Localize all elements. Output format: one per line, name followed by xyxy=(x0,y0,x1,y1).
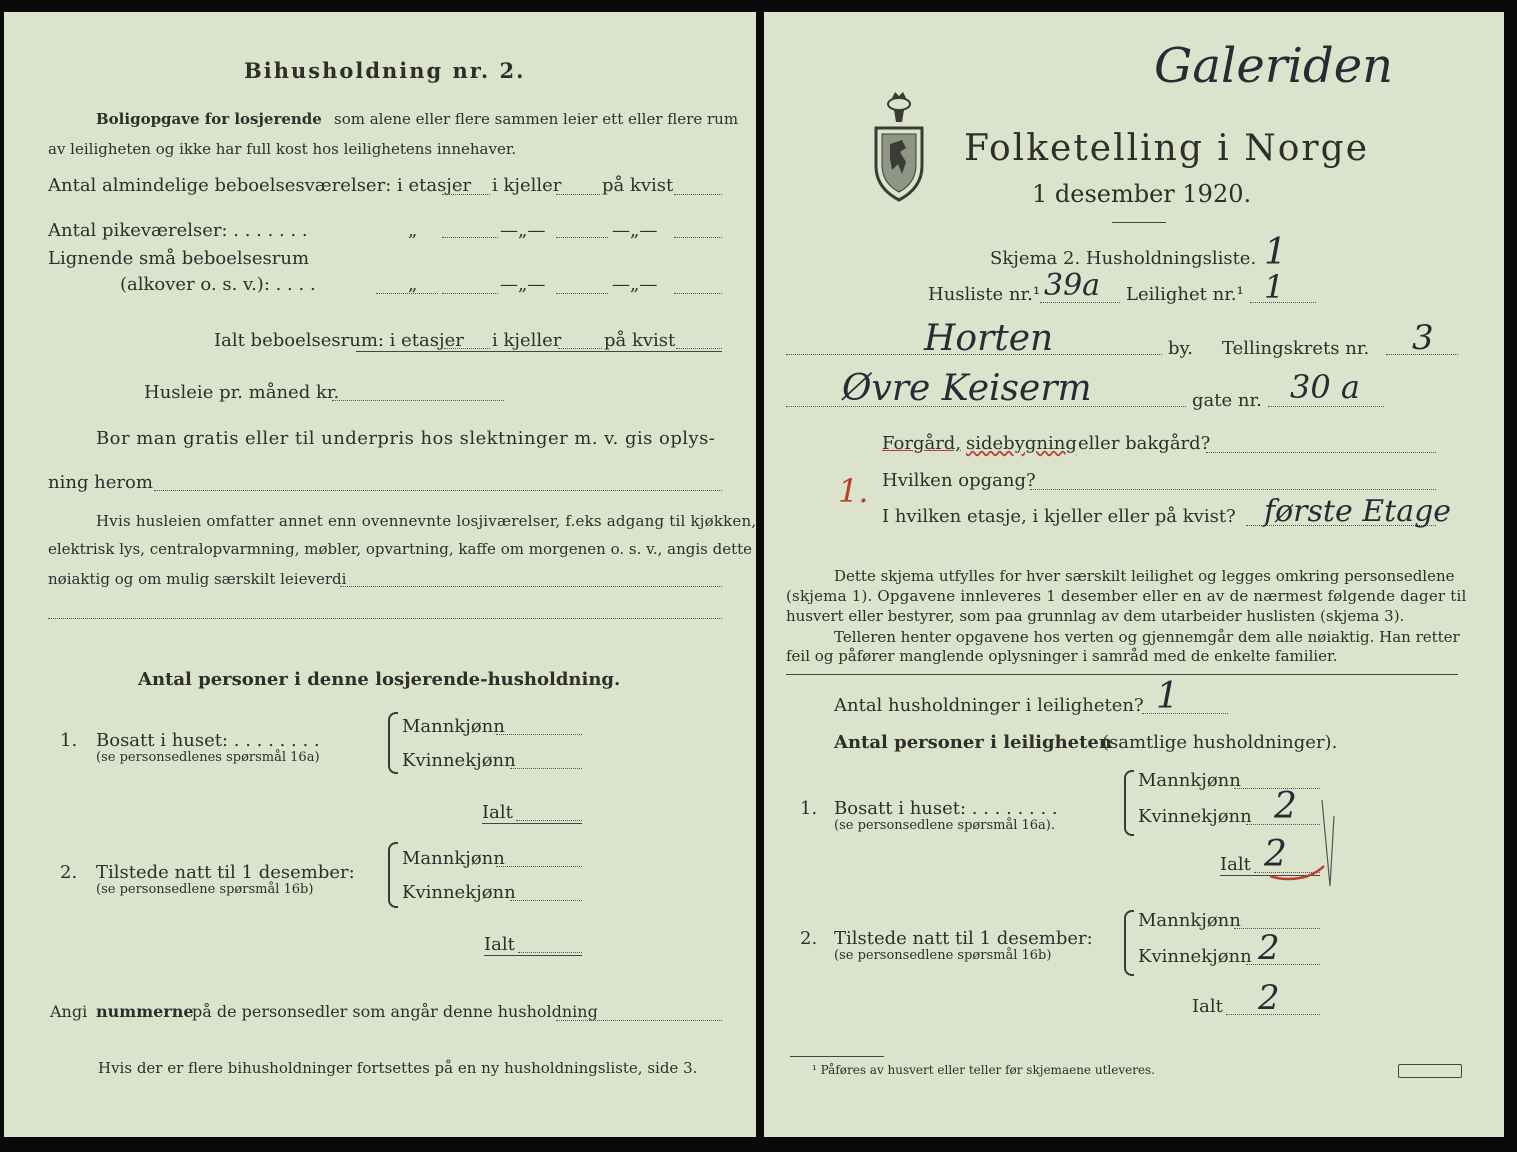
extra-field xyxy=(48,618,722,619)
info-line-1: Dette skjema utfylles for hver særskilt leilighet og legges omkring personsedlene xyxy=(834,567,1455,585)
r-q2-sub: (se personsedlene spørsmål 16b) xyxy=(834,948,1052,963)
left-footer: Hvis der er flere bihusholdninger fortsettes på en ny husholdningsliste, side 3. xyxy=(98,1059,698,1077)
q1-mann-field xyxy=(496,734,582,735)
printer-stamp-icon xyxy=(1398,1064,1462,1078)
opgang-label: Hvilken opgang? xyxy=(882,470,1036,491)
signature: Galeriden xyxy=(1154,38,1394,94)
angi-field xyxy=(556,1020,722,1021)
ialt-kjeller-label: i kjeller xyxy=(492,330,562,351)
rooms-kvist-field xyxy=(674,194,722,195)
rooms-etasjer-field xyxy=(442,194,490,195)
lignende-field-2 xyxy=(556,293,608,294)
intro-line-2: av leiligheten og ikke har full kost hos leilighetens innehaver. xyxy=(48,140,517,158)
q2-kvinne-label: Kvinnekjønn xyxy=(402,882,516,903)
opgang-mark: 1. xyxy=(838,472,869,510)
ialt-etasjer-field xyxy=(444,348,490,349)
lignende-label-1: Lignende små beboelsesrum xyxy=(48,248,310,269)
pike-dash-1: —„— xyxy=(500,220,546,241)
leieverdi-field xyxy=(340,586,722,587)
pike-dash-2: —„— xyxy=(612,220,658,241)
rooms-kjeller-label: i kjeller xyxy=(492,175,562,196)
pike-field-3 xyxy=(674,237,722,238)
r-q1-brace xyxy=(1124,770,1134,836)
antal-heading-rest: (samtlige husholdninger). xyxy=(1102,732,1338,753)
pike-field-1 xyxy=(442,237,498,238)
q2-ialt-field xyxy=(518,952,582,953)
husleie-field xyxy=(332,400,504,401)
gate-value: Øvre Keiserm xyxy=(842,368,1092,409)
forgard-label: Forgård, xyxy=(882,433,962,454)
q2-label: Tilstede natt til 1 desember: xyxy=(96,862,355,883)
rooms-kjeller-field xyxy=(556,194,600,195)
leilighet-value: 1 xyxy=(1264,268,1285,306)
husliste-label: Husliste nr.¹ xyxy=(928,284,1041,305)
q1-brace xyxy=(388,712,398,774)
sidebygning-label: sidebygning xyxy=(966,433,1077,454)
info-line-3: husvert eller bestyrer, som paa grunnlag av dem utarbeider huslisten (skjema 3). xyxy=(786,607,1405,625)
ialt-kvist-field xyxy=(676,348,722,349)
q1-kvinne-label: Kvinnekjønn xyxy=(402,750,516,771)
forgard-field xyxy=(1206,452,1436,453)
gratis-line-1: Bor man gratis eller til underpris hos slektninger m. v. gis oplys- xyxy=(96,428,716,449)
ialt-rooms-label: Ialt beboelsesrum: i etasjer xyxy=(214,330,464,351)
q2-ialt-label: Ialt xyxy=(484,934,515,955)
hvis-line-3: nøiaktig og om mulig særskilt leieverdi xyxy=(48,570,347,588)
husliste-value: 39a xyxy=(1044,268,1101,303)
angi-pre: Angi xyxy=(50,1002,88,1021)
antal-heading: Antal personer i denne losjerende-husholdning. xyxy=(138,669,621,690)
lignende-label-2: (alkover o. s. v.): . . . . xyxy=(120,274,316,295)
ialt-underline xyxy=(356,351,722,352)
footnote-rule xyxy=(790,1056,884,1057)
red-check-icon xyxy=(1268,862,1326,882)
gate-label: gate nr. xyxy=(1192,390,1262,411)
left-page xyxy=(4,12,756,1137)
r-q2-brace xyxy=(1124,910,1134,976)
r-q2-ialt-value: 2 xyxy=(1258,978,1280,1018)
krets-label: Tellingskrets nr. xyxy=(1222,338,1370,359)
r-q1-number: 1. xyxy=(800,798,818,819)
lignende-field-3 xyxy=(674,293,722,294)
info-divider xyxy=(786,674,1458,675)
leilighet-label: Leilighet nr.¹ xyxy=(1126,284,1244,305)
r-q2-ialt-label: Ialt xyxy=(1192,996,1223,1017)
r-q1-ialt-value: 2 xyxy=(1264,834,1287,875)
q1-sub: (se personsedlenes spørsmål 16a) xyxy=(96,750,320,765)
r-q1-mann-label: Mannkjønn xyxy=(1138,770,1241,791)
r-q1-kvinne-value: 2 xyxy=(1274,786,1297,827)
q1-ialt-underline xyxy=(482,823,582,824)
r-q1-label: Bosatt i huset: . . . . . . . . xyxy=(834,798,1058,819)
lignende-quote: „ xyxy=(408,274,418,295)
q2-mann-field xyxy=(496,866,582,867)
lignende-field-1 xyxy=(442,293,498,294)
ialt-kjeller-field xyxy=(558,348,602,349)
hush-field xyxy=(1142,713,1228,714)
q2-ialt-underline xyxy=(484,955,582,956)
rooms-label: Antal almindelige beboelsesværelser: i etasjer xyxy=(48,175,472,196)
lignende-field-0 xyxy=(376,293,438,294)
footnote-text: ¹ Påføres av husvert eller teller før skjemaene utleveres. xyxy=(812,1063,1156,1077)
q1-number: 1. xyxy=(60,730,78,751)
q2-brace xyxy=(388,842,398,908)
r-q2-mann-label: Mannkjønn xyxy=(1138,910,1241,931)
info-line-5: feil og påfører manglende oplysninger i samråd med de enkelte familier. xyxy=(786,647,1338,665)
q1-label: Bosatt i huset: . . . . . . . . xyxy=(96,730,320,751)
lignende-dash-2: —„— xyxy=(612,274,658,295)
etasje-label: I hvilken etasje, i kjeller eller på kvist? xyxy=(882,506,1236,527)
skjema-label: Skjema 2. Husholdningsliste. xyxy=(990,248,1257,269)
gratis-field xyxy=(154,490,722,491)
r-q2-number: 2. xyxy=(800,928,818,949)
r-q1-kvinne-label: Kvinnekjønn xyxy=(1138,806,1252,827)
gatenr-value: 30 a xyxy=(1290,368,1360,406)
coat-of-arms-icon xyxy=(872,88,926,204)
right-page xyxy=(764,12,1504,1137)
q1-kvinne-field xyxy=(510,768,582,769)
hvis-line-1: Hvis husleien omfatter annet enn ovennevnte losjiværelser, f.eks adgang til kjøkken, xyxy=(96,512,757,530)
husleie-label: Husleie pr. måned kr. xyxy=(144,382,340,403)
r-q2-label: Tilstede natt til 1 desember: xyxy=(834,928,1093,949)
hush-value: 1 xyxy=(1156,676,1179,717)
krets-value: 3 xyxy=(1412,318,1434,358)
gatenr-field xyxy=(1268,406,1384,407)
q2-kvinne-field xyxy=(510,900,582,901)
pike-field-2 xyxy=(556,237,608,238)
hvis-line-2: elektrisk lys, centralopvarmning, møbler, opvartning, kaffe om morgenen o. s. v., angis dette xyxy=(48,540,753,558)
rooms-kvist-label: på kvist xyxy=(602,175,674,196)
r-q1-sub: (se personsedlene spørsmål 16a). xyxy=(834,818,1055,833)
r-q2-kvinne-label: Kvinnekjønn xyxy=(1138,946,1252,967)
q2-number: 2. xyxy=(60,862,78,883)
info-line-2: (skjema 1). Opgavene innleveres 1 desember eller en av de nærmest følgende dager til xyxy=(786,587,1467,605)
q2-sub: (se personsedlene spørsmål 16b) xyxy=(96,882,314,897)
by-label: by. xyxy=(1168,338,1194,359)
angi-rest: på de personsedler som angår denne husholdning xyxy=(192,1002,598,1021)
date-divider xyxy=(1112,222,1166,223)
intro-line-1: som alene eller flere sammen leier ett eller flere rum xyxy=(334,110,739,128)
ialt-kvist-label: på kvist xyxy=(604,330,676,351)
r-q1-ialt-label: Ialt xyxy=(1220,854,1251,875)
opgang-field xyxy=(1030,489,1436,490)
q1-ialt-label: Ialt xyxy=(482,802,513,823)
q1-mann-label: Mannkjønn xyxy=(402,716,505,737)
angi-bold: nummerne xyxy=(96,1002,194,1021)
pike-label: Antal pikeværelser: . . . . . . . xyxy=(48,220,308,241)
bakgard-label: eller bakgård? xyxy=(1078,433,1211,454)
lignende-dash-1: —„— xyxy=(500,274,546,295)
gratis-line-2: ning herom xyxy=(48,472,153,493)
intro-bold: Boligopgave for losjerende xyxy=(96,110,322,128)
left-title: Bihusholdning nr. 2. xyxy=(244,58,526,83)
right-title: Folketelling i Norge xyxy=(964,128,1369,169)
q1-ialt-field xyxy=(516,820,582,821)
by-value: Horten xyxy=(924,318,1054,359)
antal-heading-bold: Antal personer i leiligheten xyxy=(834,732,1112,753)
pike-quote: „ xyxy=(408,220,418,241)
info-line-4: Telleren henter opgavene hos verten og gjennemgår dem alle nøiaktig. Han retter xyxy=(834,628,1460,646)
q2-mann-label: Mannkjønn xyxy=(402,848,505,869)
r-q2-kvinne-value: 2 xyxy=(1258,928,1280,968)
right-date: 1 desember 1920. xyxy=(1032,180,1252,208)
tick-mark-icon xyxy=(1320,796,1336,888)
etasje-value: første Etage xyxy=(1264,494,1452,529)
hush-label: Antal husholdninger i leiligheten? xyxy=(834,695,1144,716)
skjema-value: 1 xyxy=(1264,232,1287,273)
